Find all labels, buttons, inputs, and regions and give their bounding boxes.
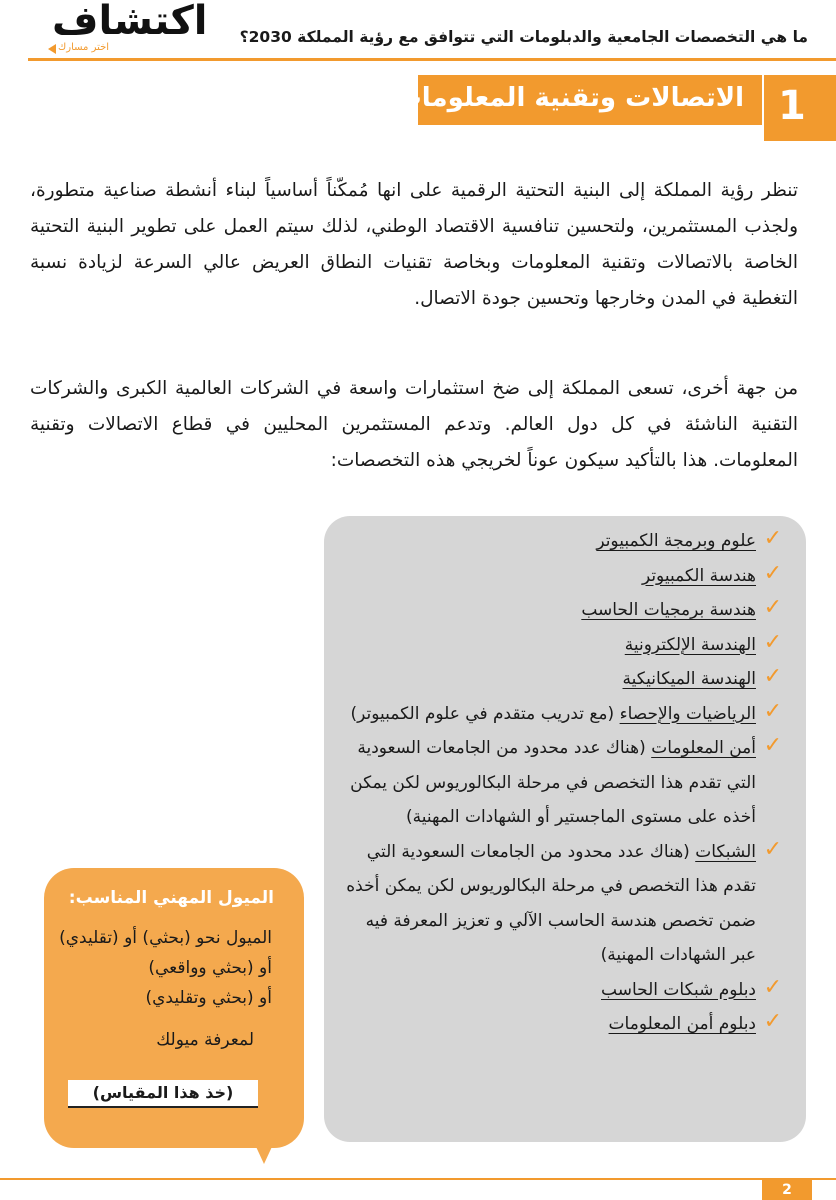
- list-item: [342, 593, 782, 628]
- career-line: الميول نحو (بحثي) أو (تقليدي): [59, 928, 272, 948]
- logo-word: اكتشاف: [52, 0, 208, 44]
- career-line: أو (بحثي وتقليدي): [145, 988, 272, 1008]
- check-icon: ✓: [763, 974, 782, 1000]
- list-item: [342, 835, 782, 973]
- specialization-name: الرياضيات والإحصاء: [619, 703, 756, 724]
- logo: [48, 0, 208, 58]
- footer-rule: [0, 1178, 836, 1180]
- check-icon: ✓: [763, 664, 782, 689]
- check-icon: ✓: [763, 595, 782, 620]
- take-scale-button[interactable]: (خذ هذا المقياس): [68, 1080, 258, 1108]
- specialization-name: الشبكات: [695, 841, 756, 862]
- page-number: 2: [782, 1182, 792, 1198]
- specialization-name: دبلوم شبكات الحاسب: [601, 979, 756, 1000]
- list-item: [342, 731, 782, 835]
- section-number-badge: [764, 75, 836, 141]
- list-item: [342, 559, 782, 594]
- logo-tagline: اختر مسارك: [58, 42, 110, 53]
- list-item: [342, 697, 782, 732]
- specialization-note: (هناك عدد محدود من الجامعات السعودية التي تقدم هذا التخصص في مرحلة البكالوريوس لكن يمكن أخذه ضمن تخصص هندسة الحاسب الآلي و تعزيز المعرفة فيه عبر الشهادات المهنية): [346, 841, 756, 965]
- check-icon: ✓: [763, 1009, 782, 1034]
- specializations-list: [342, 524, 782, 1042]
- logo-arrow-icon: [48, 44, 56, 54]
- specialization-name: دبلوم أمن المعلومات: [608, 1014, 756, 1034]
- second-paragraph: من جهة أخرى، تسعى المملكة إلى ضخ استثمارات واسعة في الشركات العالمية الكبرى والشركات التقنية الناشئة في كل دول العالم. وتدعم المستثمرين المحليين في قطاع الاتصالات وتقنية المعلومات. هذا بالتأكيد سيكون عوناً لخريجي هذه التخصصات:: [30, 377, 798, 471]
- career-line: أو (بحثي وواقعي): [148, 958, 272, 978]
- specialization-name: علوم وبرمجة الكمبيوتر: [596, 531, 756, 551]
- career-know-text: لمعرفة ميولك: [156, 1030, 254, 1050]
- section-number: 1: [778, 83, 806, 129]
- page-footer: [0, 1178, 836, 1200]
- specialization-name: أمن المعلومات: [651, 738, 756, 758]
- section-title: الاتصالات وتقنية المعلومات: [395, 83, 744, 113]
- intro-paragraph: تنظر رؤية المملكة إلى البنية التحتية الرقمية على انها مُمكّناً أساسياً لبناء أنشطة صناعية متطورة، ولجذب المستثمرين، ولتحسين تنافسية الاقتصاد الوطني، لذلك سيتم العمل على تطوير البنية التحتية الخاصة بالاتصالات وتقنية المعلومات وبخاصة تقنيات النطاق العريض عالي السرعة لزيادة نسبة التغطية في المدن وخارجها وتحسين جودة الاتصال.: [30, 179, 798, 309]
- page-title: ما هي التخصصات الجامعية والدبلومات التي تتوافق مع رؤية المملكة 2030؟: [239, 28, 808, 46]
- list-item: [342, 973, 782, 1008]
- specialization-name: الهندسة الإلكترونية: [624, 634, 756, 655]
- specializations-box: [324, 516, 806, 1142]
- career-interest-card: [44, 868, 304, 1148]
- specialization-note: (هناك عدد محدود من الجامعات السعودية التي تقدم هذا التخصص في مرحلة البكالوريوس لكن يمكن أخذه على مستوى الماجستير أو الشهادات المهنية): [350, 738, 756, 827]
- specialization-note: (مع تدريب متقدم في علوم الكمبيوتر): [350, 703, 615, 724]
- list-item: [342, 662, 782, 697]
- header-divider: [28, 58, 836, 61]
- list-item: [342, 628, 782, 663]
- specialization-name: الهندسة الميكانيكية: [622, 669, 756, 689]
- page-number-box: [762, 1180, 812, 1200]
- check-icon: ✓: [763, 733, 782, 758]
- section-banner: [395, 75, 762, 125]
- career-card-title: الميول المهني المناسب:: [68, 888, 274, 908]
- check-icon: ✓: [763, 629, 782, 655]
- check-icon: ✓: [763, 560, 782, 586]
- specialization-name: هندسة برمجيات الحاسب: [581, 600, 756, 620]
- list-item: [342, 524, 782, 559]
- check-icon: ✓: [763, 698, 782, 724]
- check-icon: ✓: [763, 526, 782, 551]
- specialization-name: هندسة الكمبيوتر: [641, 565, 756, 586]
- card-tail: [252, 1138, 276, 1164]
- list-item: [342, 1007, 782, 1042]
- check-icon: ✓: [763, 836, 782, 862]
